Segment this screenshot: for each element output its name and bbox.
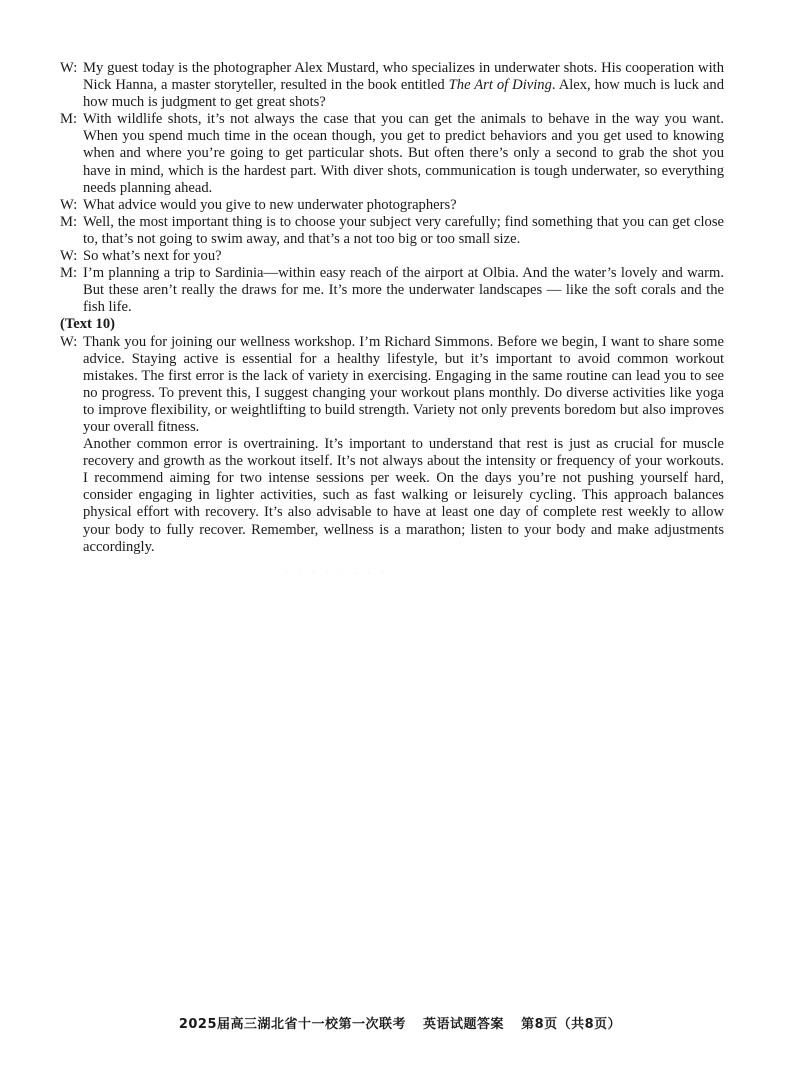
speech-text: What advice would you give to new underwater photographers?	[83, 196, 457, 213]
monologue-text	[83, 334, 724, 556]
dialogue-turn	[60, 265, 724, 316]
speech-text: Well, the most important thing is to choose your subject very carefully; find something that you can get close to, that’s not going to swim away, and that’s a not too big or too small size.	[83, 213, 724, 247]
section-heading: (Text 10)	[60, 316, 115, 333]
speaker-label: M:	[60, 265, 78, 282]
speech-text	[83, 60, 724, 111]
footer-page-info: 第8页（共8页）	[521, 1017, 622, 1032]
dialogue-turn	[60, 111, 724, 196]
dialogue-turn	[60, 197, 724, 214]
monologue-paragraph: Thank you for joining our wellness workshop. I’m Richard Simmons. Before we begin, I want to share some advice. Staying active is essential for a healthy lifestyle, but it’s important to avoid common workout mistakes. The first error is the lack of variety in exercising. Engaging in the same routine can lead you to see no progress. To prevent this, I suggest changing your workout plans monthly. Do diverse activities like yoga to improve flexibility, or weightlifting to build strength. Variety not only prevents boredom but also improves your overall fitness.	[83, 333, 724, 435]
dialogue-turn	[60, 214, 724, 248]
speech-text: So what’s next for you?	[83, 248, 222, 265]
book-title: The Art of Diving	[448, 77, 552, 94]
footer-subject: 英语试题答案	[423, 1017, 505, 1032]
faint-watermark: · · · · · · · ·	[285, 566, 388, 580]
speaker-label: M:	[60, 213, 78, 230]
speaker-label: M:	[60, 111, 78, 128]
speech-text: With wildlife shots, it’s not always the case that you can get the animals to behave in the way you want. When you spend much time in the ocean though, you get to predict behaviors and you get used to knowing when and where you’re going to get particular shots. But often there’s only a second to grab the shot you have in mind, which is the hardest part. With diver shots, communication is tough underwater, so everything needs planning ahead.	[83, 111, 724, 196]
speech-text-part: . Alex, how much is luck and how much is judgment to get great shots?	[83, 77, 724, 111]
transcript-page	[60, 60, 724, 556]
speaker-label: W:	[60, 60, 78, 76]
monologue-turn	[60, 334, 724, 556]
speech-text-part: My guest today is the photographer Alex Mustard, who specializes in underwater shots. His cooperation with Nick Hanna, a master storyteller, resulted in the book entitled	[83, 60, 724, 94]
monologue-paragraph: Another common error is overtraining. It’s important to understand that rest is just as crucial for muscle recovery and growth as the workout itself. It’s not always about the intensity or frequency of your workouts. I recommend aiming for two intense sessions per week. On the days you’re not pushing yourself hard, consider engaging in lighter activities, such as fast walking or leisurely cycling. This approach balances physical effort with recovery. It’s also advisable to have at least one day of complete rest weekly to allow your body to fully recover. Remember, wellness is a marathon; listen to your body and make adjustments accordingly.	[83, 436, 724, 555]
speaker-label: W:	[60, 196, 78, 213]
dialogue-turn	[60, 60, 724, 111]
speech-text: I’m planning a trip to Sardinia—within easy reach of the airport at Olbia. And the water’s lovely and warm. But these aren’t really the draws for me. It’s more the underwater landscapes — like the soft corals and the fish life.	[83, 265, 724, 316]
page-footer	[0, 1013, 800, 1032]
speaker-label: W:	[60, 333, 78, 350]
footer-exam-title: 2025届高三湖北省十一校第一次联考	[178, 1017, 406, 1032]
dialogue-turn	[60, 248, 724, 265]
speaker-label: W:	[60, 248, 78, 265]
